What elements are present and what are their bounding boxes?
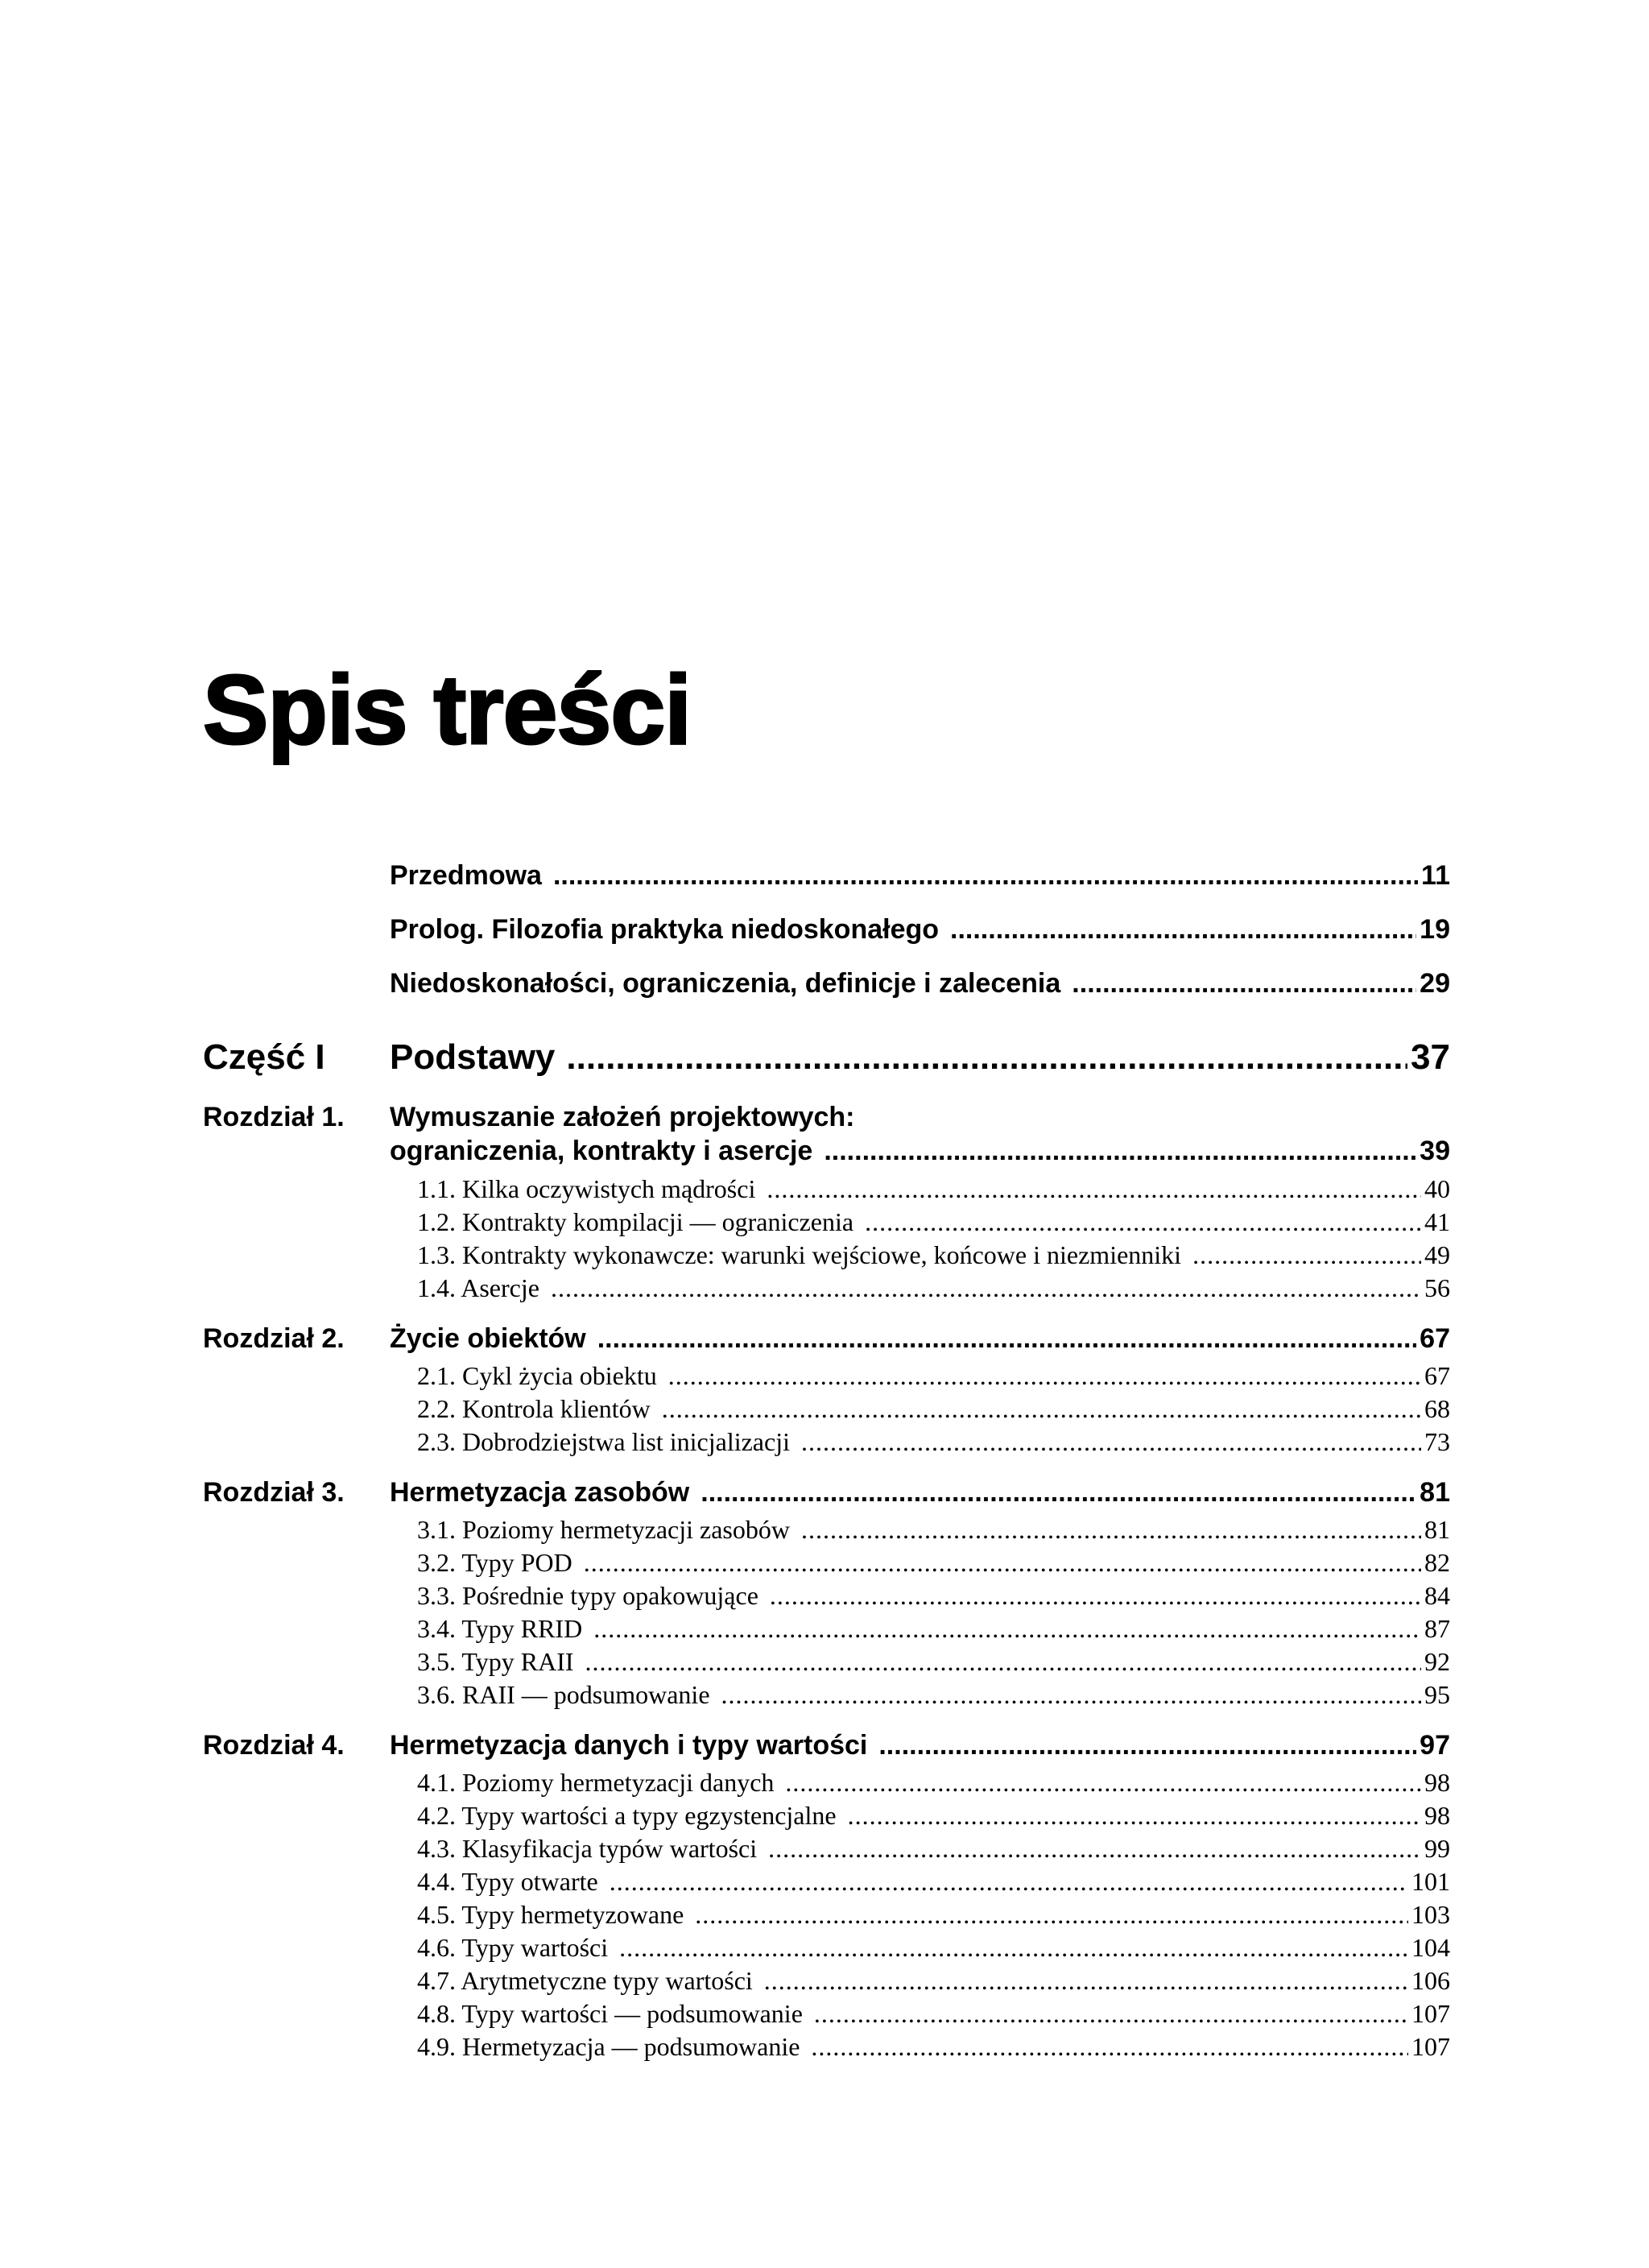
- section-title: 1.2. Kontrakty kompilacji — ograniczenia: [417, 1207, 854, 1236]
- entry-title: Prolog. Filozofia praktyka niedoskonałego: [390, 914, 940, 945]
- dot-leader: [566, 1037, 1407, 1078]
- section-page: 107: [1411, 2032, 1450, 2061]
- toc-section[interactable]: [417, 1966, 1450, 1996]
- section-page: 73: [1424, 1427, 1450, 1456]
- dot-leader: [668, 1361, 1421, 1391]
- dot-leader: [768, 1834, 1421, 1864]
- section-page: 107: [1411, 1999, 1450, 2028]
- page-title: Spis treści: [203, 655, 692, 764]
- entry-title: Podstawy: [390, 1037, 556, 1077]
- dot-leader: [695, 1900, 1408, 1930]
- toc-entry-chapter-1[interactable]: [390, 1136, 1450, 1167]
- dot-leader: [585, 1647, 1422, 1677]
- entry-title: Przedmowa: [390, 860, 542, 891]
- section-title: 3.6. RAII — podsumowanie: [417, 1680, 710, 1709]
- toc-section[interactable]: [417, 1933, 1450, 1963]
- section-page: 82: [1424, 1548, 1450, 1577]
- dot-leader: [801, 1515, 1421, 1545]
- chapter-label: Rozdział 2.: [203, 1323, 345, 1354]
- section-title: 4.8. Typy wartości — podsumowanie: [417, 1999, 803, 2028]
- toc-section[interactable]: [417, 1801, 1450, 1831]
- section-page: 68: [1424, 1394, 1450, 1423]
- section-title: 2.1. Cykl życia obiektu: [417, 1361, 657, 1390]
- dot-leader: [1192, 1240, 1421, 1270]
- dot-leader: [801, 1427, 1421, 1457]
- section-page: 67: [1424, 1361, 1450, 1390]
- toc-section[interactable]: [417, 1273, 1450, 1303]
- section-title: 4.9. Hermetyzacja — podsumowanie: [417, 2032, 800, 2061]
- entry-page: 97: [1420, 1730, 1450, 1761]
- entry-page: 39: [1420, 1136, 1450, 1166]
- dot-leader: [767, 1174, 1421, 1204]
- section-page: 98: [1424, 1801, 1450, 1830]
- section-title: 3.5. Typy RAII: [417, 1647, 574, 1676]
- entry-page: 19: [1420, 914, 1450, 945]
- dot-leader: [878, 1730, 1416, 1761]
- section-page: 103: [1411, 1900, 1450, 1929]
- dot-leader: [848, 1801, 1421, 1831]
- section-title: 1.3. Kontrakty wykonawcze: warunki wejściowe, końcowe i niezmienniki: [417, 1240, 1182, 1269]
- dot-leader: [701, 1477, 1416, 1509]
- section-page: 92: [1424, 1647, 1450, 1676]
- dot-leader: [597, 1323, 1416, 1355]
- dot-leader: [811, 2032, 1408, 2062]
- entry-title: Życie obiektów: [390, 1323, 586, 1354]
- dot-leader: [593, 1614, 1421, 1644]
- entry-title: Hermetyzacja danych i typy wartości: [390, 1730, 868, 1761]
- section-page: 99: [1424, 1834, 1450, 1863]
- dot-leader: [785, 1768, 1421, 1798]
- section-page: 81: [1424, 1515, 1450, 1544]
- toc-section[interactable]: [417, 1174, 1450, 1204]
- chapter-label: Rozdział 1.: [203, 1102, 345, 1132]
- section-title: 3.1. Poziomy hermetyzacji zasobów: [417, 1515, 790, 1544]
- toc-entry-przedmowa[interactable]: [390, 860, 1450, 892]
- section-title: 4.2. Typy wartości a typy egzystencjalne: [417, 1801, 837, 1830]
- section-title: 4.6. Typy wartości: [417, 1933, 609, 1962]
- toc-section[interactable]: [417, 1207, 1450, 1237]
- chapter-label: Rozdział 4.: [203, 1730, 345, 1761]
- dot-leader: [764, 1966, 1408, 1996]
- chapter-label: Rozdział 3.: [203, 1477, 345, 1508]
- dot-leader: [721, 1680, 1421, 1710]
- dot-leader: [584, 1548, 1421, 1578]
- toc-section[interactable]: [417, 1240, 1450, 1270]
- section-title: 3.4. Typy RRID: [417, 1614, 583, 1643]
- part-label: Część I: [203, 1037, 325, 1077]
- toc-section[interactable]: [417, 1867, 1450, 1897]
- toc-section[interactable]: [417, 1680, 1450, 1710]
- toc-section[interactable]: [417, 2032, 1450, 2062]
- toc-section[interactable]: [417, 1768, 1450, 1798]
- dot-leader: [553, 860, 1418, 892]
- dot-leader: [865, 1207, 1421, 1237]
- section-page: 84: [1424, 1581, 1450, 1610]
- section-page: 101: [1411, 1867, 1450, 1896]
- entry-page: 67: [1420, 1323, 1450, 1354]
- dot-leader: [824, 1136, 1416, 1167]
- entry-title: ograniczenia, kontrakty i asercje: [390, 1136, 813, 1166]
- toc-section[interactable]: [417, 1999, 1450, 2029]
- entry-page: 37: [1411, 1037, 1450, 1077]
- section-title: 2.3. Dobrodziejstwa list inicjalizacji: [417, 1427, 790, 1456]
- toc-section[interactable]: [417, 1515, 1450, 1545]
- toc-entry-chapter-3[interactable]: [390, 1477, 1450, 1509]
- toc-entry-niedoskonalosci[interactable]: [390, 968, 1450, 999]
- toc-section[interactable]: [417, 1361, 1450, 1391]
- section-page: 49: [1424, 1240, 1450, 1269]
- section-title: 4.4. Typy otwarte: [417, 1867, 598, 1896]
- section-page: 56: [1424, 1273, 1450, 1302]
- section-page: 98: [1424, 1768, 1450, 1797]
- section-title: 3.3. Pośrednie typy opakowujące: [417, 1581, 758, 1610]
- section-title: 1.4. Asercje: [417, 1273, 539, 1302]
- toc-section[interactable]: [417, 1427, 1450, 1457]
- section-title: 3.2. Typy POD: [417, 1548, 572, 1577]
- dot-leader: [662, 1394, 1421, 1424]
- entry-title: Niedoskonałości, ograniczenia, definicje i zalecenia: [390, 968, 1061, 999]
- entry-page: 29: [1420, 968, 1450, 999]
- section-title: 2.2. Kontrola klientów: [417, 1394, 651, 1423]
- toc-section[interactable]: [417, 1834, 1450, 1864]
- entry-title: Hermetyzacja zasobów: [390, 1477, 690, 1508]
- toc-section[interactable]: [417, 1614, 1450, 1644]
- toc-section[interactable]: [417, 1548, 1450, 1578]
- toc-entry-chapter-2[interactable]: [390, 1323, 1450, 1355]
- section-page: 104: [1411, 1933, 1450, 1962]
- dot-leader: [770, 1581, 1421, 1611]
- section-page: 40: [1424, 1174, 1450, 1203]
- section-page: 95: [1424, 1680, 1450, 1709]
- toc-section[interactable]: [417, 1900, 1450, 1930]
- dot-leader: [551, 1273, 1421, 1303]
- dot-leader: [1072, 968, 1416, 999]
- section-title: 4.1. Poziomy hermetyzacji danych: [417, 1768, 775, 1797]
- toc-section[interactable]: [417, 1581, 1450, 1611]
- section-page: 106: [1411, 1966, 1450, 1995]
- dot-leader: [950, 914, 1416, 946]
- section-title: 1.1. Kilka oczywistych mądrości: [417, 1174, 756, 1203]
- section-page: 87: [1424, 1614, 1450, 1643]
- section-title: 4.3. Klasyfikacja typów wartości: [417, 1834, 758, 1863]
- section-page: 41: [1424, 1207, 1450, 1236]
- dot-leader: [610, 1867, 1408, 1897]
- toc-entry-prolog[interactable]: [390, 914, 1450, 946]
- chapter-title-line[interactable]: Wymuszanie założeń projektowych:: [390, 1102, 855, 1132]
- toc-section[interactable]: [417, 1647, 1450, 1677]
- toc-section[interactable]: [417, 1394, 1450, 1424]
- dot-leader: [619, 1933, 1408, 1963]
- dot-leader: [814, 1999, 1408, 2029]
- entry-page: 81: [1420, 1477, 1450, 1508]
- section-title: 4.7. Arytmetyczne typy wartości: [417, 1966, 753, 1995]
- entry-page: 11: [1421, 860, 1450, 891]
- toc-entry-part-1[interactable]: [390, 1037, 1450, 1078]
- section-title: 4.5. Typy hermetyzowane: [417, 1900, 684, 1929]
- toc-entry-chapter-4[interactable]: [390, 1730, 1450, 1761]
